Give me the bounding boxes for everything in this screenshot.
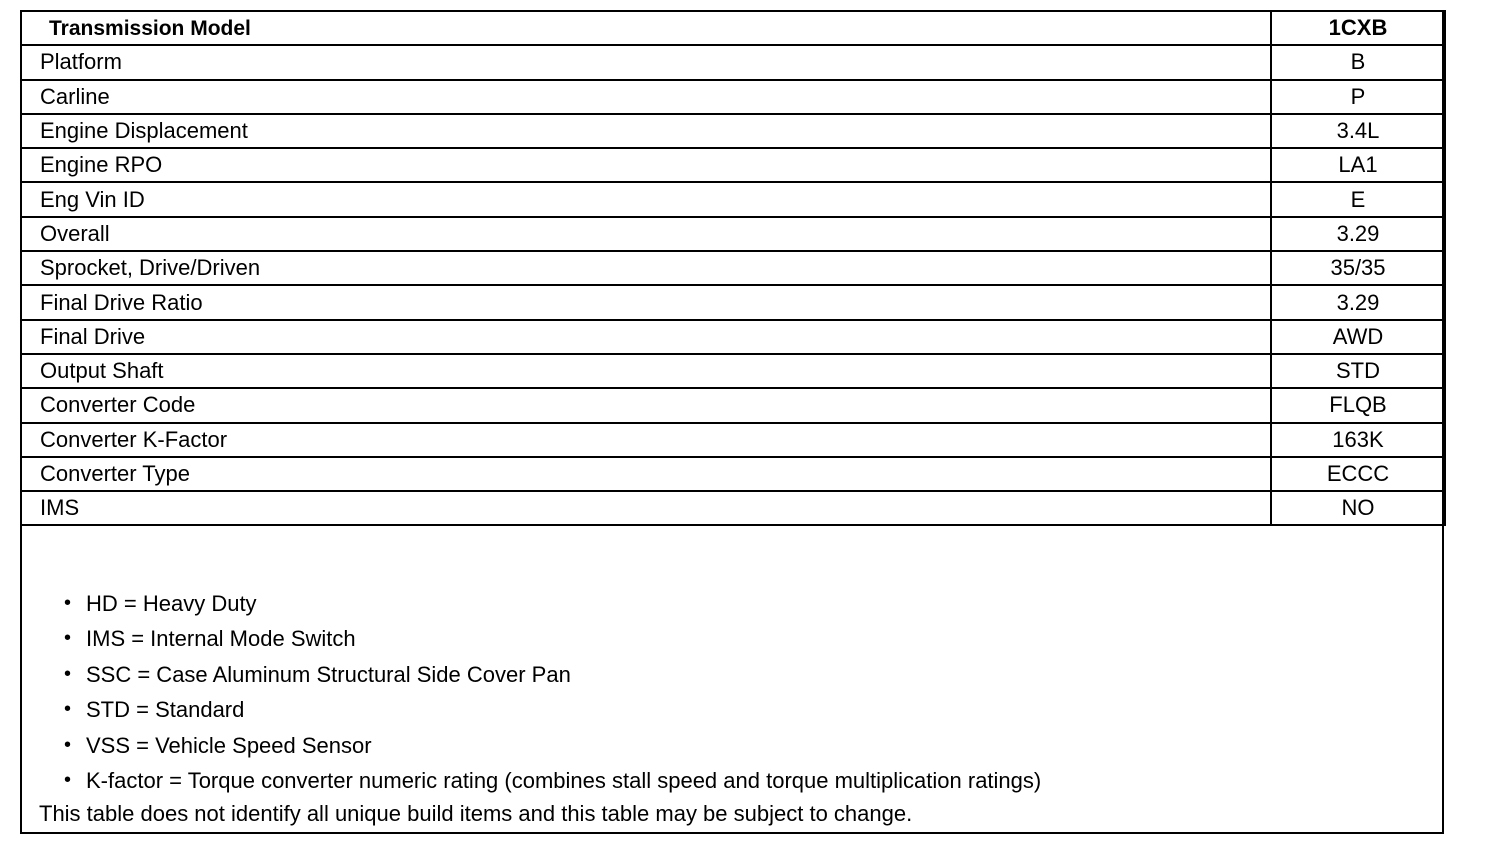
list-item [22,692,1442,727]
table-row [21,251,1445,285]
row-value: 3.29 [1271,285,1445,319]
row-value: AWD [1271,320,1445,354]
spec-document [20,10,1444,834]
row-label: Carline [21,80,1271,114]
table-row [21,182,1445,216]
table-row [21,148,1445,182]
header-value: 1CXB [1271,11,1445,45]
row-value: B [1271,45,1445,79]
note-text: IMS = Internal Mode Switch [86,626,356,652]
list-item [22,728,1442,763]
bullet-icon: • [64,662,72,685]
row-value: STD [1271,354,1445,388]
row-value: 35/35 [1271,251,1445,285]
bullet-icon: • [64,768,72,791]
note-text: HD = Heavy Duty [86,591,257,616]
row-label: Converter Type [21,457,1271,491]
row-value: P [1271,80,1445,114]
row-value: E [1271,182,1445,216]
row-value: LA1 [1271,148,1445,182]
table-row [21,388,1445,422]
row-value: 3.4L [1271,114,1445,148]
row-label: Engine RPO [21,148,1271,182]
list-item [22,621,1442,656]
row-label: Converter Code [21,388,1271,422]
bullet-icon: • [64,627,72,650]
abbreviation-list [22,586,1442,798]
header-label: Transmission Model [21,11,1271,45]
table-row [21,457,1445,491]
bullet-icon: • [64,698,72,721]
row-value: NO [1271,491,1445,525]
table-row [21,354,1445,388]
row-label: Sprocket, Drive/Driven [21,251,1271,285]
bullet-icon: • [64,733,72,756]
row-label: Platform [21,45,1271,79]
row-value: FLQB [1271,388,1445,422]
note-text: K-factor = Torque converter numeric rating (combines stall speed and torque multiplication ratings) [86,767,1042,793]
table-row [21,320,1445,354]
transmission-spec-table [20,10,1446,526]
list-item [22,586,1442,621]
list-item [22,763,1442,798]
row-label: Engine Displacement [21,114,1271,148]
note-text: SSC = Case Aluminum Structural Side Cover Pan [86,661,571,687]
note-text: VSS = Vehicle Speed Sensor [86,732,372,758]
table-row [21,285,1445,319]
row-label: Final Drive Ratio [21,285,1271,319]
row-label: Output Shaft [21,354,1271,388]
row-label: Overall [21,217,1271,251]
row-label: Converter K-Factor [21,423,1271,457]
note-text: STD = Standard [86,697,245,723]
table-row [21,217,1445,251]
table-row [21,423,1445,457]
row-value: 163K [1271,423,1445,457]
list-item [22,657,1442,692]
footer-disclaimer: This table does not identify all unique build items and this table may be subject to change. [39,801,913,827]
row-value: ECCC [1271,457,1445,491]
table-row [21,45,1445,79]
table-row [21,80,1445,114]
row-label: IMS [21,491,1271,525]
notes-section [22,586,1442,830]
table-header-row [21,11,1445,45]
row-label: Final Drive [21,320,1271,354]
table-row [21,491,1445,525]
table-row [21,114,1445,148]
row-label: Eng Vin ID [21,182,1271,216]
row-value: 3.29 [1271,217,1445,251]
bullet-icon: • [64,592,72,614]
